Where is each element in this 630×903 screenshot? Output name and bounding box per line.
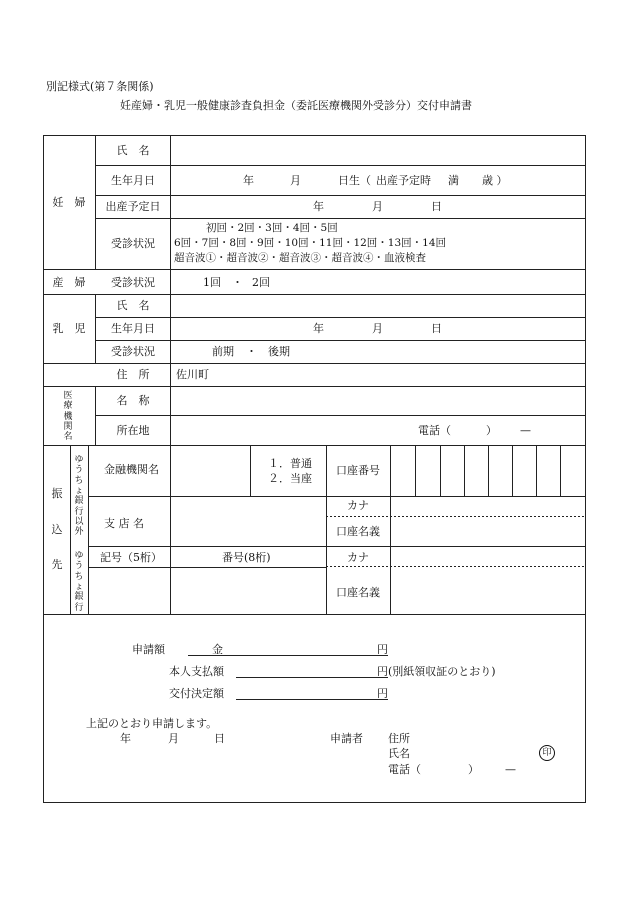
apply-sentence: 上記のとおり申請します。 bbox=[86, 717, 218, 730]
applicant-label: 申請者 bbox=[330, 732, 363, 745]
mother-birth-year: 年 bbox=[243, 174, 254, 187]
self-paid-note: (別紙領収証のとおり) bbox=[388, 665, 496, 678]
infant-birth-month: 月 bbox=[372, 322, 383, 335]
age-full: 満 bbox=[448, 174, 459, 187]
postpartum-dot: ・ bbox=[232, 276, 243, 289]
gold-label: 金 bbox=[212, 643, 223, 656]
section-furikomi-1: 振 bbox=[51, 487, 63, 500]
visits-row-1: 初回・2回・3回・4回・5回 bbox=[206, 222, 338, 234]
address-town: 佐川町 bbox=[176, 368, 209, 381]
med-phone-dash: — bbox=[520, 424, 531, 437]
label-postpartum-checkup: 受診状況 bbox=[111, 276, 155, 289]
due-day: 日 bbox=[431, 200, 442, 213]
label-symbol: 記号（5桁） bbox=[100, 551, 162, 564]
label-due-date: 出産予定日 bbox=[105, 200, 161, 213]
label-med-name: 名 称 bbox=[116, 394, 150, 407]
label-mother-birthdate: 生年月日 bbox=[111, 174, 155, 187]
label-number: 番号(8桁) bbox=[222, 551, 271, 564]
mother-birth-month: 月 bbox=[290, 174, 301, 187]
section-furikomi-3: 先 bbox=[51, 558, 63, 571]
label-infant-checkup: 受診状況 bbox=[111, 345, 155, 358]
decision-yen: 円 bbox=[377, 687, 388, 700]
section-yucho: ゆうちょ銀行 bbox=[74, 551, 84, 613]
postpartum-2: 2回 bbox=[252, 276, 270, 289]
label-infant-birthdate: 生年月日 bbox=[111, 322, 155, 335]
form-note: 別記様式(第７条関係) bbox=[46, 80, 154, 93]
self-paid-yen: 円 bbox=[377, 665, 388, 678]
section-furikomi-2: 込 bbox=[51, 523, 63, 536]
label-kana-2: カナ bbox=[347, 551, 369, 564]
infant-birth-year: 年 bbox=[313, 322, 324, 335]
infant-late: 後期 bbox=[268, 345, 290, 358]
label-account-number: 口座番号 bbox=[336, 464, 380, 477]
account-type-2: ２．当座 bbox=[268, 472, 312, 485]
page-title: 妊産婦・乳児一般健康診査負担金（委託医療機関外受診分）交付申請書 bbox=[120, 99, 472, 112]
seal-icon: 印 bbox=[539, 745, 555, 761]
decision-amount-label: 交付決定額 bbox=[169, 687, 224, 700]
apply-year: 年 bbox=[120, 732, 131, 745]
due-month: 月 bbox=[372, 200, 383, 213]
mother-birth-day: 日生（ bbox=[338, 174, 371, 187]
visits-row-2: 6回・7回・8回・9回・10回・11回・12回・13回・14回 bbox=[174, 237, 447, 249]
label-holder-2: 口座名義 bbox=[336, 586, 380, 599]
age-close: 歳 ） bbox=[482, 174, 508, 187]
due-at-birth: 出産予定時 bbox=[376, 174, 431, 187]
application-amount-label: 申請額 bbox=[132, 643, 165, 656]
infant-birth-day: 日 bbox=[431, 322, 442, 335]
self-paid-label: 本人支払額 bbox=[169, 665, 224, 678]
label-mother-name: 氏 名 bbox=[116, 144, 150, 157]
applicant-name: 氏名 bbox=[388, 747, 410, 760]
applicant-phone-label: 電話（ bbox=[388, 763, 421, 776]
section-ninpu: 妊 婦 bbox=[52, 196, 86, 209]
section-medical: 医療機関名 bbox=[63, 391, 73, 443]
infant-dot: ・ bbox=[246, 345, 257, 358]
label-branch-name: 支 店 名 bbox=[104, 517, 144, 530]
label-kana-1: カナ bbox=[347, 499, 369, 512]
label-location: 所在地 bbox=[116, 424, 150, 437]
section-address: 住 所 bbox=[116, 368, 150, 381]
apply-day: 日 bbox=[214, 732, 225, 745]
apply-month: 月 bbox=[168, 732, 179, 745]
visits-row-3: 超音波①・超音波②・超音波③・超音波④・血液検査 bbox=[174, 252, 426, 264]
account-type-1: １．普通 bbox=[268, 457, 312, 470]
section-nyuji: 乳 児 bbox=[52, 322, 86, 335]
label-infant-name: 氏 名 bbox=[116, 299, 150, 312]
postpartum-1: 1回 bbox=[203, 276, 221, 289]
applicant-phone-paren: ） bbox=[468, 763, 479, 776]
label-holder-1: 口座名義 bbox=[336, 525, 380, 538]
application-yen: 円 bbox=[377, 643, 388, 656]
med-phone-label: 電話（ bbox=[418, 424, 451, 437]
section-sanpu: 産 婦 bbox=[52, 276, 86, 289]
label-bank-name: 金融機関名 bbox=[104, 463, 159, 476]
label-mother-checkup: 受診状況 bbox=[111, 237, 155, 250]
due-year: 年 bbox=[313, 200, 324, 213]
applicant-phone-dash: — bbox=[505, 763, 516, 776]
section-non-yucho: ゆうちょ銀行以外 bbox=[74, 455, 84, 538]
infant-early: 前期 bbox=[212, 345, 234, 358]
applicant-address: 住所 bbox=[388, 732, 410, 745]
med-phone-paren: ） bbox=[486, 424, 497, 437]
